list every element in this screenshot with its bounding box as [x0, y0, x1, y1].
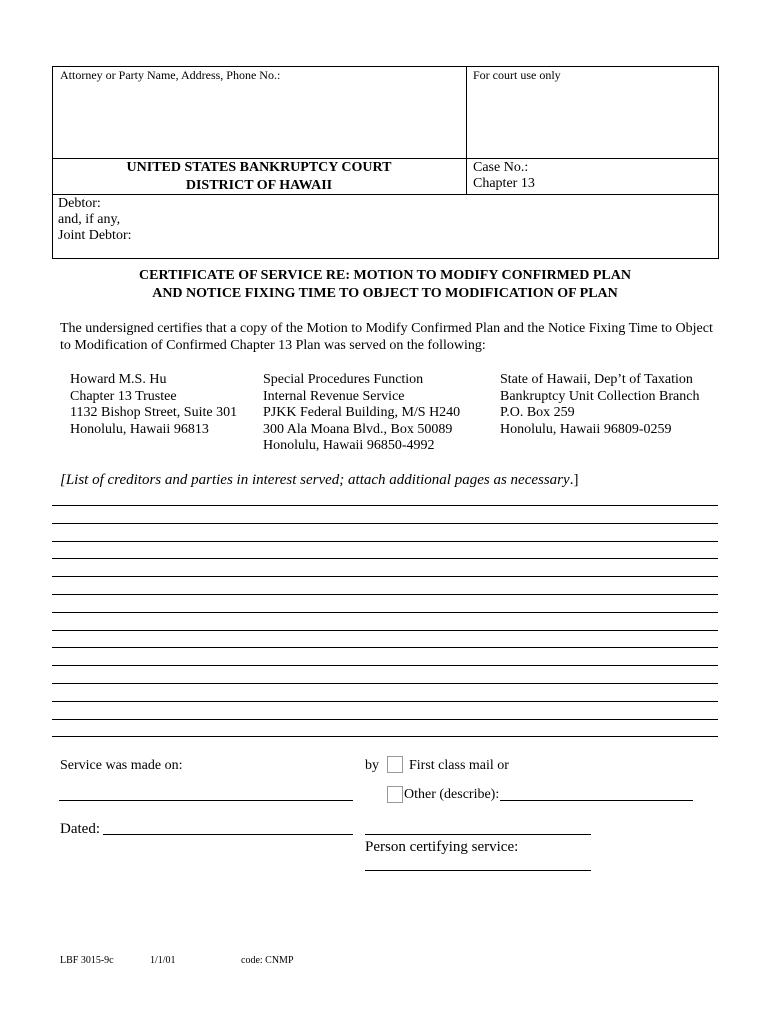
creditor-line[interactable]	[52, 630, 718, 631]
address-line: State of Hawaii, Dep’t of Taxation	[500, 372, 693, 387]
signature-line[interactable]	[365, 834, 591, 835]
other-describe-line[interactable]	[500, 800, 693, 801]
creditor-line[interactable]	[52, 719, 718, 720]
case-no-label: Case No.:	[473, 160, 529, 175]
address-line: 300 Ala Moana Blvd., Box 50089	[263, 421, 453, 437]
creditor-line[interactable]	[52, 701, 718, 702]
joint-debtor-label: Joint Debtor:	[58, 228, 132, 243]
intro-line1: The undersigned certifies that a copy of the Motion to Modify Confirmed Plan and the Notice Fixing Time to Object	[60, 321, 713, 336]
creditor-line[interactable]	[52, 576, 718, 577]
creditor-line[interactable]	[52, 736, 718, 737]
other-method-label: Other (describe):	[404, 787, 500, 802]
court-district: DISTRICT OF HAWAII	[185, 178, 333, 193]
document-title-line1: CERTIFICATE OF SERVICE RE: MOTION TO MODIFY CONFIRMED PLAN	[139, 268, 631, 283]
address-state-tax	[500, 372, 699, 438]
person-name-line[interactable]	[365, 870, 591, 871]
creditor-line[interactable]	[52, 594, 718, 595]
creditor-line[interactable]	[52, 523, 718, 524]
court-name: UNITED STATES BANKRUPTCY COURT	[126, 160, 392, 175]
form-code: code: CNMP	[241, 955, 294, 966]
address-line: Honolulu, Hawaii 96850-4992	[263, 438, 435, 453]
first-class-mail-label: First class mail or	[409, 758, 509, 773]
form-date: 1/1/01	[150, 955, 176, 966]
creditor-line[interactable]	[52, 683, 718, 684]
address-line: Internal Revenue Service	[263, 388, 405, 404]
address-line: PJKK Federal Building, M/S H240	[263, 405, 461, 420]
address-line: Bankruptcy Unit Collection Branch	[500, 388, 700, 404]
address-line: Honolulu, Hawaii 96809-0259	[500, 421, 672, 437]
address-line: Howard M.S. Hu	[70, 372, 167, 387]
dated-label: Dated:	[60, 821, 100, 837]
creditor-line[interactable]	[52, 647, 718, 648]
court-use-label: For court use only	[473, 68, 561, 82]
list-instruction-tail: .]	[569, 472, 579, 488]
address-line: P.O. Box 259	[500, 405, 575, 420]
person-certifying-label: Person certifying service:	[365, 839, 519, 855]
creditor-line[interactable]	[52, 612, 718, 613]
chapter-label: Chapter 13	[473, 176, 535, 191]
list-instruction-text: [List of creditors and parties in interest served; attach additional pages as necessary	[60, 472, 570, 488]
first-class-mail-checkbox[interactable]	[387, 756, 403, 773]
attorney-label: Attorney or Party Name, Address, Phone No.:	[60, 68, 281, 82]
other-method-checkbox[interactable]	[387, 786, 403, 803]
dated-line[interactable]	[103, 834, 353, 835]
creditor-line[interactable]	[52, 541, 718, 542]
creditor-line[interactable]	[52, 665, 718, 666]
address-trustee	[70, 372, 237, 438]
creditor-line[interactable]	[52, 558, 718, 559]
debtor-label: Debtor:	[58, 196, 101, 211]
address-line: Honolulu, Hawaii 96813	[70, 421, 209, 437]
address-line: Chapter 13 Trustee	[70, 388, 177, 404]
and-if-any-label: and, if any,	[58, 212, 121, 227]
list-instruction	[60, 471, 578, 489]
creditor-line[interactable]	[52, 505, 718, 506]
form-number: LBF 3015-9c	[60, 955, 114, 966]
address-line: Special Procedures Function	[263, 372, 424, 387]
intro-line2: to Modification of Confirmed Chapter 13 Plan was served on the following:	[60, 338, 486, 353]
by-label: by	[365, 758, 379, 773]
document-title-line2: AND NOTICE FIXING TIME TO OBJECT TO MODIFICATION OF PLAN	[152, 286, 618, 301]
address-irs	[263, 372, 460, 455]
service-date-line[interactable]	[59, 800, 353, 801]
address-line: 1132 Bishop Street, Suite 301	[70, 405, 238, 420]
service-made-on-label: Service was made on:	[60, 758, 183, 773]
